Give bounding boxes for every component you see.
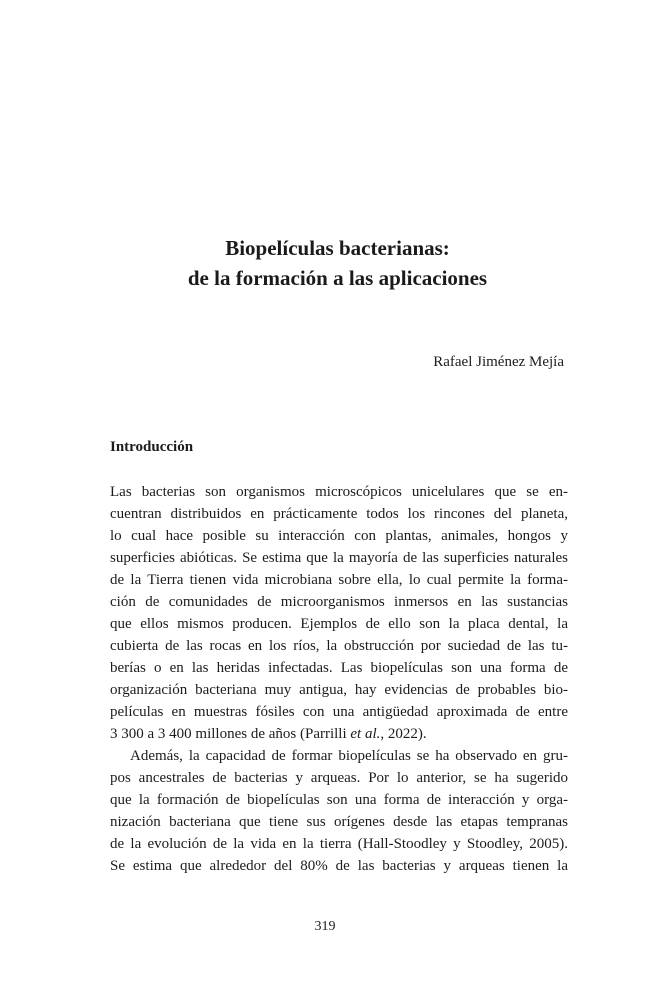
text-line: Las bacterias son organismos microscópicos unicelulares que se en- (110, 484, 568, 500)
text-line: berías o en las heridas infectadas. Las biopelículas son una forma de (110, 660, 568, 676)
text-line: de la Tierra tienen vida microbiana sobre ella, lo cual permite la forma- (110, 572, 568, 588)
text-line: Se estima que alrededor del 80% de las bacterias y arqueas tienen la (110, 858, 568, 874)
author-name: Rafael Jiménez Mejía (433, 354, 564, 370)
text-line: organización bacteriana muy antigua, hay evidencias de probables bio- (110, 682, 568, 698)
paragraph-1 (110, 481, 568, 745)
chapter-title (110, 233, 565, 293)
section-heading: Introducción (110, 439, 194, 455)
body-text (110, 481, 568, 877)
chapter-title-line-2: de la formación a las aplicaciones (187, 266, 488, 290)
chapter-title-line-1: Biopelículas bacterianas: (225, 236, 450, 260)
paragraph-2 (110, 745, 568, 877)
text-line: ción de comunidades de microorganismos inmersos en las sustancias (110, 594, 568, 610)
italic-citation: et al. (350, 726, 381, 742)
text-line: cubierta de las rocas en los ríos, la obstrucción por suciedad de las tu- (110, 638, 568, 654)
text-segment: , 2022). (380, 726, 427, 742)
page-number: 319 (314, 919, 336, 934)
text-segment: 3 300 a 3 400 millones de años (Parrilli (110, 726, 351, 742)
text-line: pos ancestrales de bacterias y arqueas. Por lo anterior, se ha sugerido (110, 770, 568, 786)
text-line: cuentran distribuidos en prácticamente todos los rincones del planeta, (110, 506, 568, 522)
text-line: películas en muestras fósiles con una antigüedad aproximada de entre (110, 704, 568, 720)
text-line: Además, la capacidad de formar biopelículas se ha observado en gru- (130, 748, 568, 764)
text-line: que la formación de biopelículas son una forma de interacción y orga- (110, 792, 568, 808)
text-line-last (110, 723, 568, 745)
text-line: lo cual hace posible su interacción con plantas, animales, hongos y (110, 528, 568, 544)
text-line: de la evolución de la vida en la tierra (Hall-Stoodley y Stoodley, 2005). (110, 836, 568, 852)
text-line: superficies abióticas. Se estima que la mayoría de las superficies naturales (110, 550, 568, 566)
text-line: nización bacteriana que tiene sus orígenes desde las etapas tempranas (110, 814, 568, 830)
text-line: que ellos mismos producen. Ejemplos de ello son la placa dental, la (110, 616, 568, 632)
